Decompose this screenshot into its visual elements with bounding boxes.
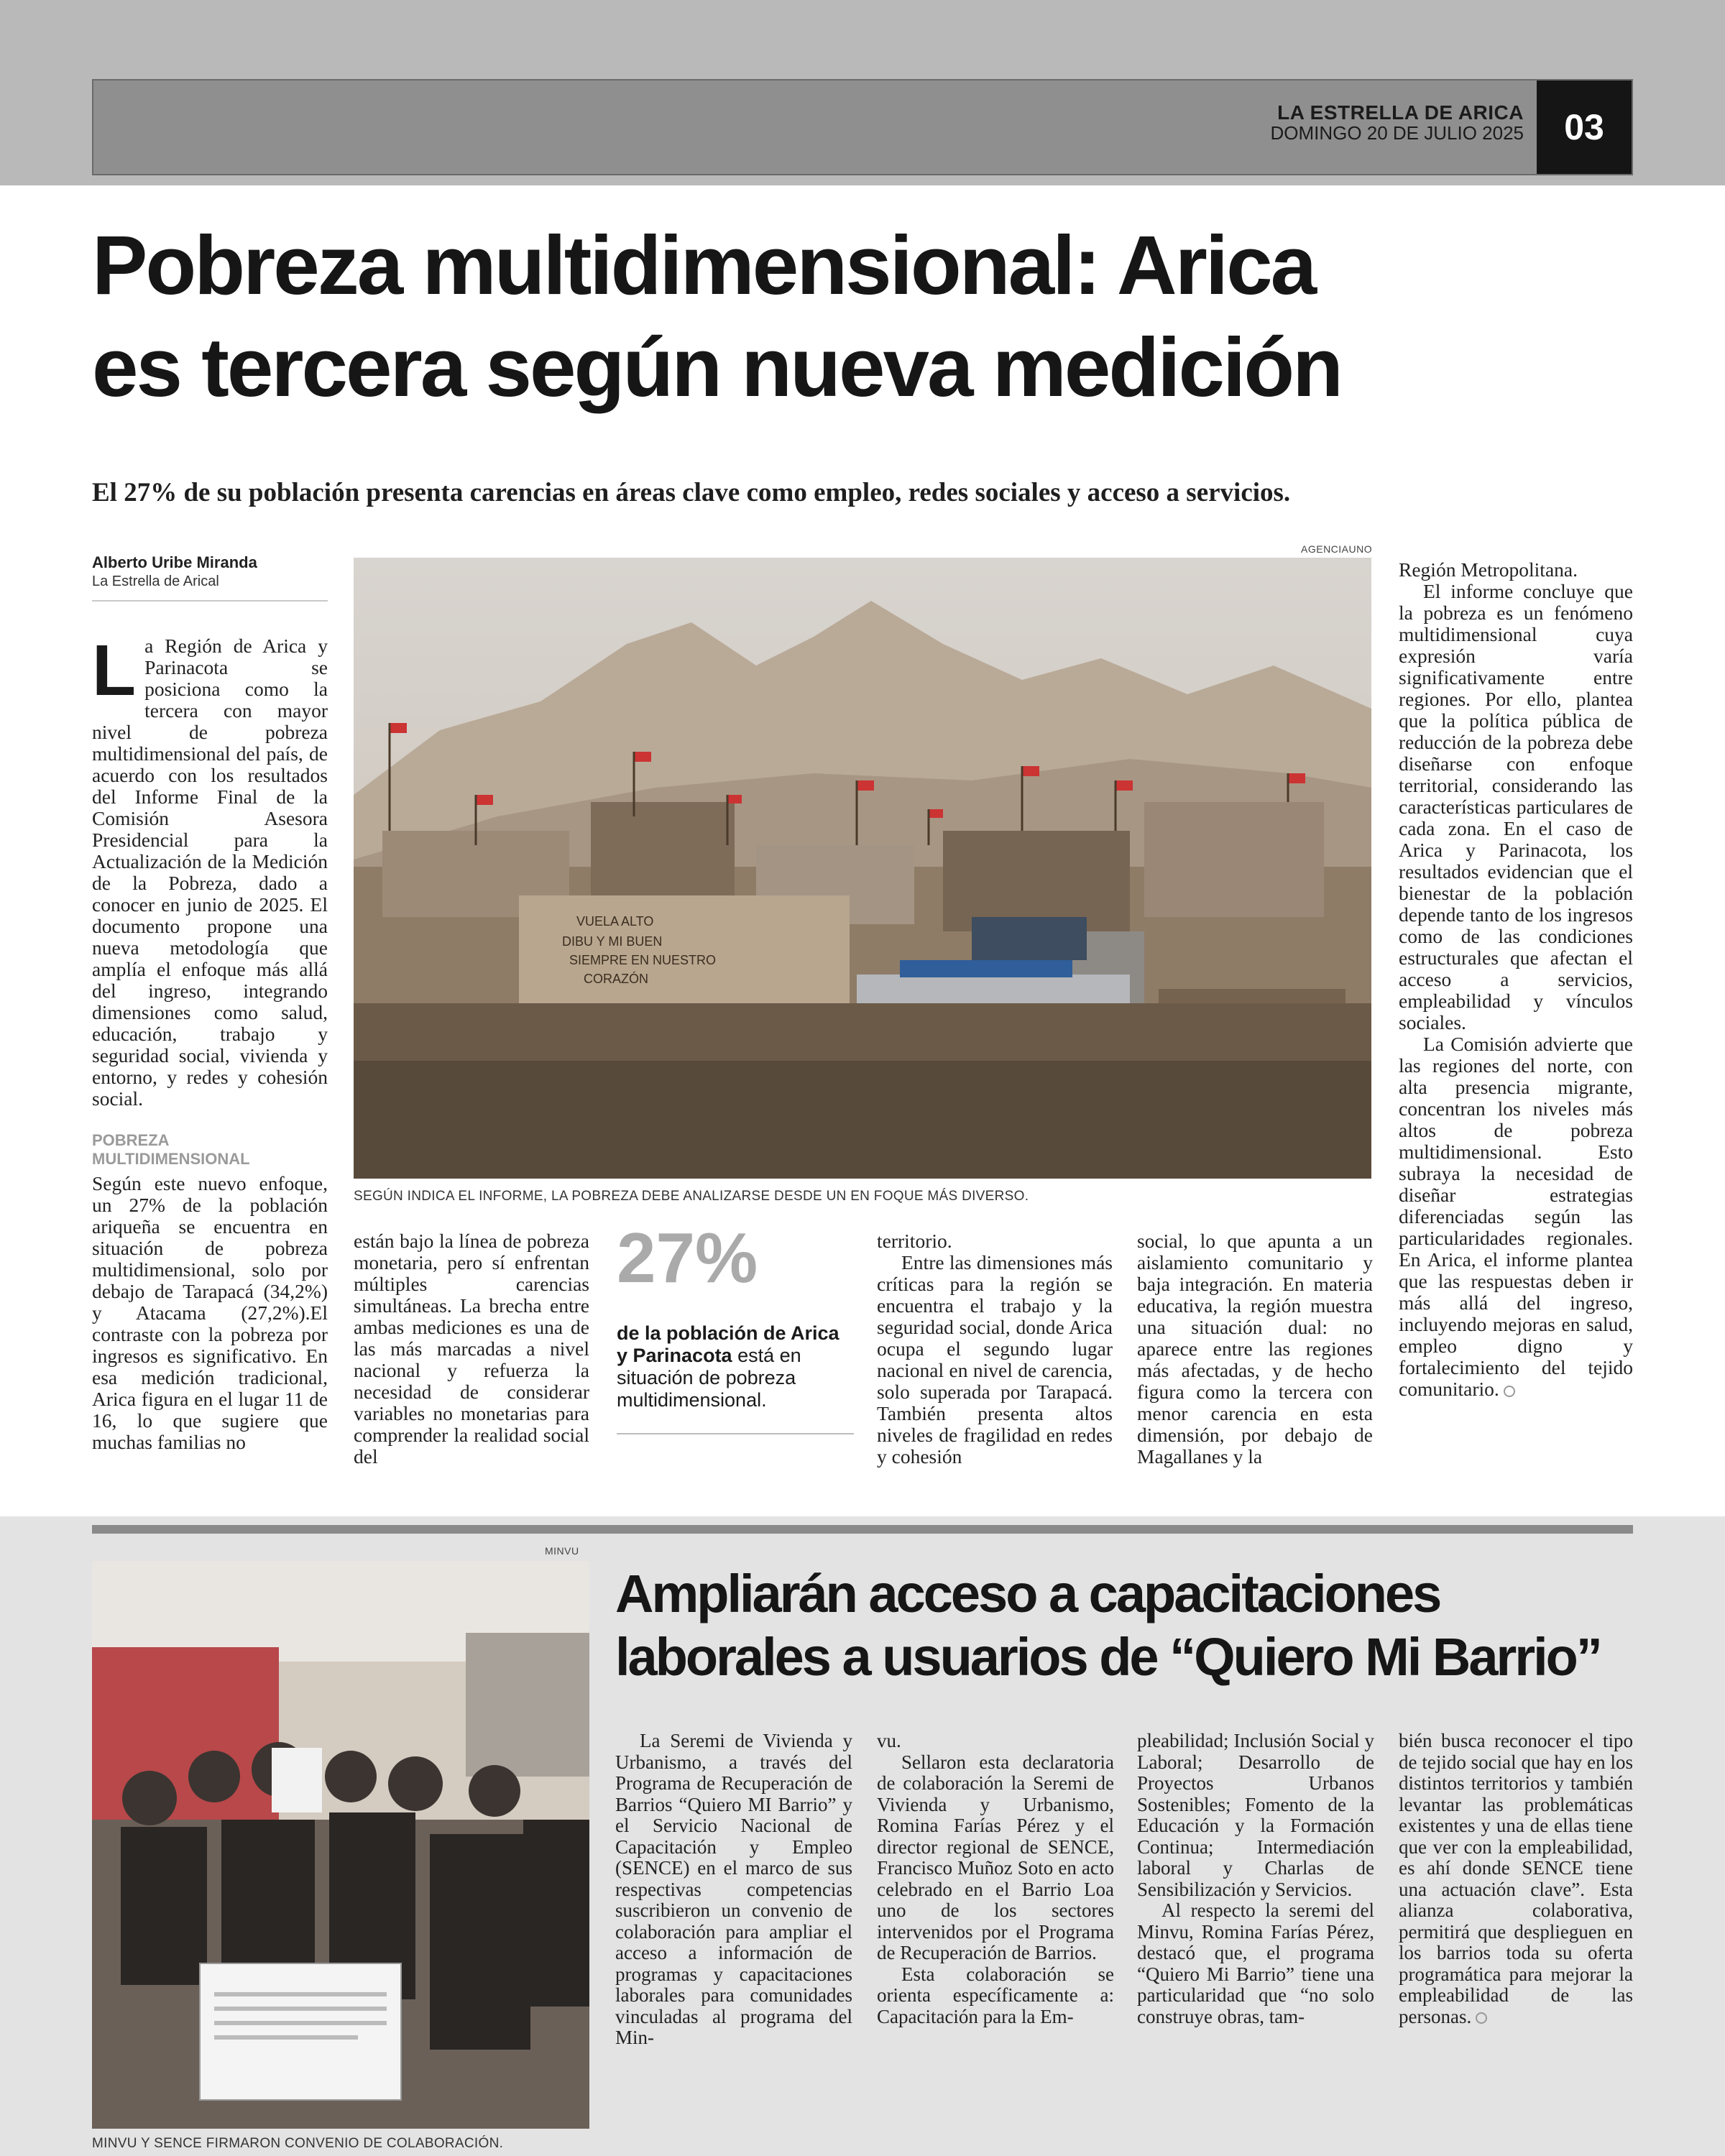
- header-info: [1270, 102, 1524, 144]
- secondary-article: [0, 1516, 1725, 2156]
- stat-text-bold: de la población de Arica y Parinacota: [617, 1322, 840, 1366]
- paragraph: La Seremi de Vivienda y Urbanismo, a través del Programa de Recuperación de Barrios “Quiero MI Barrio” y el Servicio Nacional de Capacitación y Empleo (SENCE) en el marco de sus respectivas competencias suscribieron un convenio de colaboración para ampliar el acceso a información de programas y capacitaciones laborales para comunidades vinculadas al programa del Min-: [615, 1730, 852, 2048]
- paragraph: vu.: [877, 1730, 901, 1751]
- secondary-headline: [615, 1562, 1636, 1689]
- stat-text-rest: está en situación de pobreza multidimensional.: [617, 1345, 801, 1411]
- paragraph: Esta colaboración se orienta específicamente a: Capacitación para la Em-: [877, 1963, 1114, 2027]
- byline: [92, 553, 328, 602]
- main-headline: [92, 214, 1644, 418]
- article1-column-2: [354, 1230, 589, 1468]
- secondary-headline-line2: laborales a usuarios de “Quiero Mi Barrio”: [615, 1627, 1601, 1687]
- article2-column-3: [1137, 1731, 1374, 2027]
- wall-text-3: SIEMPRE EN NUESTRO: [569, 953, 717, 967]
- wall-text-1: VUELA ALTO: [576, 914, 654, 929]
- settlement-photo: [354, 558, 1371, 1179]
- paragraph: están bajo la línea de pobreza monetaria, pero sí enfrentan múltiples carencias simultáneas. La brecha entre ambas mediciones es una de las más marcadas a nivel nacional y refuerza la necesidad de considerar variables no monetarias para comprender la realidad social del: [354, 1230, 589, 1468]
- issue-date: DOMINGO 20 DE JULIO 2025: [1270, 122, 1524, 144]
- paragraph: [1399, 1033, 1633, 1400]
- newspaper-name: LA ESTRELLA DE ARICA: [1277, 101, 1524, 124]
- wall-text-2: DIBU Y MI BUEN: [562, 934, 663, 949]
- article2-column-4: [1399, 1731, 1633, 2027]
- photo2-credit: MINVU: [545, 1545, 579, 1557]
- paragraph: Al respecto la seremi del Minvu, Romina Farías Pérez, destacó que, el programa “Quiero Mi Barrio” tiene una particularidad que “no solo construye obras, tam-: [1137, 1899, 1374, 2027]
- main-headline-line2: es tercera según nueva medición: [92, 321, 1341, 414]
- paragraph: pleabilidad; Inclusión Social y Laboral; Desarrollo de Proyectos Urbanos Sostenibles; Fomento de la Educación y la Formación Continua; Intermediación laboral y Charlas de Sensibilización y Servicios.: [1137, 1730, 1374, 1900]
- photo-credit: AGENCIAUNO: [1301, 543, 1373, 555]
- stat-text: [617, 1322, 854, 1434]
- drop-cap: L: [92, 630, 137, 711]
- paragraph: El informe concluye que la pobreza es un fenómeno multidimensional cuya expresión varía significativamente entre regiones. Por ello, plantea que la política pública de reducción de la pobreza debe diseñarse con enfoque territorial, considerando las características particulares de cada zona. En el caso de Arica y Parinacota, los resultados evidencian que el bienestar de la población depende tanto de los ingresos como de las condiciones estructurales que afectan el acceso a servicios, empleabilidad y vínculos sociales.: [1399, 580, 1633, 1033]
- signing-photo: [92, 1561, 589, 2129]
- photo2-caption: MINVU Y SENCE FIRMARON CONVENIO DE COLABORACIÓN.: [92, 2136, 504, 2151]
- end-mark-icon: [1476, 2012, 1487, 2024]
- section-divider: [92, 1525, 1633, 1534]
- stat-number: 27%: [617, 1218, 758, 1297]
- article1-column-4: [877, 1230, 1113, 1468]
- page-header: [92, 79, 1633, 175]
- author-name: Alberto Uribe Miranda: [92, 553, 257, 571]
- paragraph: [1399, 1731, 1633, 2027]
- photo-caption: SEGÚN INDICA EL INFORME, LA POBREZA DEBE ANALIZARSE DESDE UN EN FOQUE MÁS DIVERSO.: [354, 1189, 1029, 1204]
- paragraph: territorio.: [877, 1230, 952, 1252]
- paragraph: [92, 630, 328, 1110]
- paragraph: Sellaron esta declaratoria de colaboración la Seremi de Vivienda y Urbanismo, Romina Farías Pérez y el director regional de SENCE, Francisco Muñoz Soto en acto celebrado en el Barrio Loa uno de los sectores intervenidos por el Programa de Recuperación de Barrios.: [877, 1751, 1114, 1963]
- group-photo-illustration: [92, 1561, 589, 2129]
- settlement-illustration: [354, 558, 1371, 1179]
- paragraph: Región Metropolitana.: [1399, 558, 1578, 581]
- paragraph-text: bién busca reconocer el tipo de tejido social que hay en los distintos territorios y también levantar las problemáticas existentes y una de ellas tiene que ver con la empleabilidad, es ahí donde SENCE tiene una actuación clave”. Esta alianza colaborativa, permitirá que desplieguen en los barrios toda su oferta programática para mejorar la empleabilidad de las personas.: [1399, 1730, 1633, 2027]
- paragraph-text: La Comisión advierte que las regiones del norte, con alta presencia migrante, concentran los niveles más altos de pobreza multidimensional. Esto subraya la necesidad de diseñar estrategias diferenciadas según las particularidades regionales. En Arica, el informe plantea que las respuestas deben ir más allá del ingreso, incluyendo mejoras en salud, empleo digno y fortalecimiento del tejido comunitario.: [1399, 1033, 1633, 1400]
- article1-column-1: [92, 630, 328, 1453]
- main-headline-line1: Pobreza multidimensional: Arica: [92, 218, 1315, 312]
- paragraph: Según este nuevo enfoque, un 27% de la población ariqueña se encuentra en situación de pobreza multidimensional, solo por debajo de Tarapacá (34,2%) y Atacama (27,2%).El contraste con la pobreza por ingresos es significativo. En esa medición tradicional, Arica figura en el lugar 11 de 16, lo que sugiere que muchas familias no: [92, 1172, 328, 1453]
- article2-column-2: [877, 1731, 1114, 2027]
- wall-text-4: CORAZÓN: [584, 972, 648, 986]
- paragraph-text: a Región de Arica y Parinacota se posiciona como la tercera con mayor nivel de pobreza multidimensional del país, de acuerdo con los resultados del Informe Final de la Comisión Asesora Presidencial para la Actualización de la Medición de la Pobreza, dado a conocer en junio de 2025. El documento propone una nueva metodología que amplía el enfoque más allá del ingreso, integrando dimensiones como salud, educación, trabajo y seguridad social, vivienda y entorno, y redes y cohesión social.: [92, 635, 328, 1110]
- paragraph: Entre las dimensiones más críticas para la región se encuentra el trabajo y la seguridad social, donde Arica ocupa el segundo lugar nacional en nivel de carencia, solo superada por Tarapacá. También presenta altos niveles de fragilidad en redes y cohesión: [877, 1251, 1113, 1468]
- author-outlet: La Estrella de Arical: [92, 573, 219, 589]
- paragraph: social, lo que apunta a un aislamiento comunitario y baja integración. En materia educativa, la región muestra una situación dual: no aparece entre las regiones más afectadas, y de hecho figura como la tercera con menor carencia en esta dimensión, por debajo de Magallanes y la: [1137, 1230, 1373, 1468]
- article1-column-5: [1137, 1230, 1373, 1468]
- section-subtitle: POBREZA MULTIDIMENSIONAL: [92, 1131, 250, 1168]
- article1-column-6: [1399, 559, 1633, 1400]
- article2-column-1: [615, 1731, 852, 2049]
- secondary-headline-line1: Ampliarán acceso a capacitaciones: [615, 1564, 1440, 1623]
- stat-callout: [617, 1218, 854, 1434]
- end-mark-icon: [1504, 1386, 1515, 1397]
- page-number: 03: [1537, 80, 1632, 174]
- deck: El 27% de su población presenta carencias en áreas clave como empleo, redes sociales y acceso a servicios.: [92, 478, 1291, 507]
